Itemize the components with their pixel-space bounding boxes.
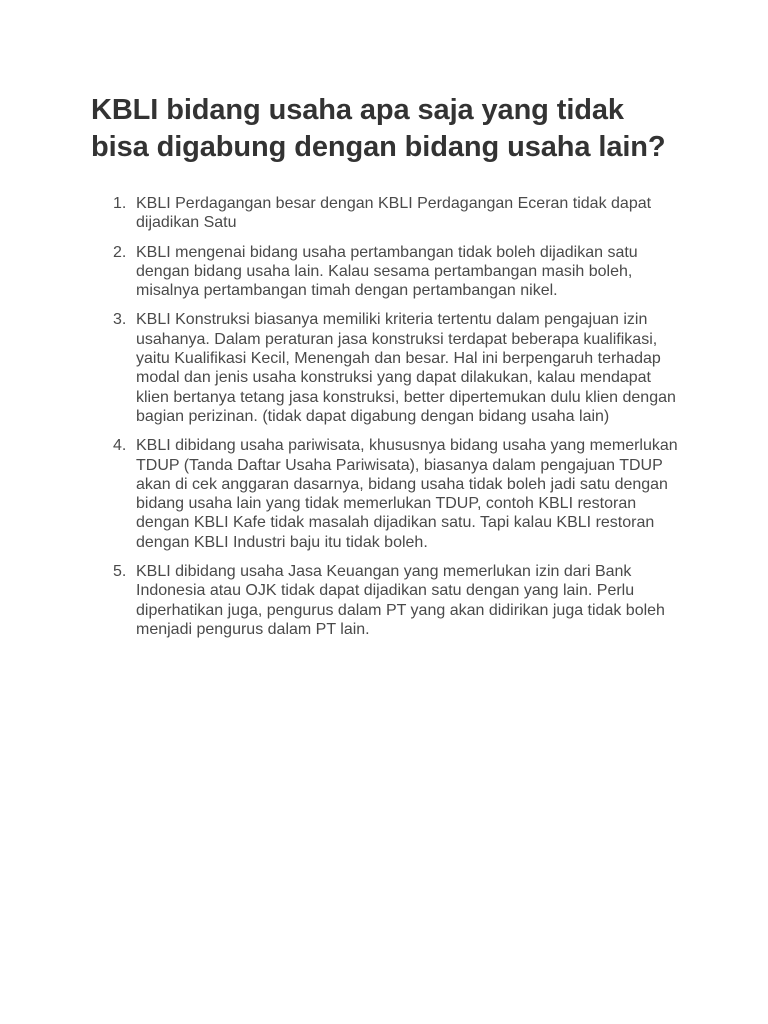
- list-item-text: KBLI dibidang usaha pariwisata, khususnya bidang usaha yang memerlukan TDUP (Tanda Daftar Usaha Pariwisata), biasanya dalam pengajuan TDUP akan di cek anggaran dasarnya, bidang usaha tidak boleh jadi satu dengan bidang usaha lain yang tidak memerlukan TDUP, contoh KBLI restoran dengan KBLI Kafe tidak masalah dijadikan satu. Tapi kalau KBLI restoran dengan KBLI Industri baju itu tidak boleh.: [136, 437, 678, 551]
- list-item-number: 5.: [113, 563, 127, 581]
- list-item-text: KBLI Perdagangan besar dengan KBLI Perdagangan Eceran tidak dapat dijadikan Satu: [136, 195, 652, 232]
- list-item-number: 1.: [113, 195, 127, 212]
- list-item-number: 2.: [113, 243, 127, 261]
- list-item-number: 3.: [113, 311, 127, 329]
- list-item-text: KBLI dibidang usaha Jasa Keuangan yang memerlukan izin dari Bank Indonesia atau OJK tidak dapat dijadikan satu dengan yang lain. Perlu diperhatikan juga, pengurus dalam PT yang akan didirikan juga tidak boleh menjadi pengurus dalam PT lain.: [136, 563, 665, 638]
- list-item: [113, 194, 682, 233]
- list-item-text: KBLI Konstruksi biasanya memiliki kriteria tertentu dalam pengajuan izin usahanya. Dalam peraturan jasa konstruksi terdapat beberapa kualifikasi, yaitu Kualifikasi Kecil, Menengah dan besar. Hal ini berpengaruh terhadap modal dan jenis usaha konstruksi yang dapat dilakukan, kalau mendapat klien bertanya tetang jasa konstruksi, better dipertemukan dulu klien dengan bagian perizinan. (tidak dapat digabung dengan bidang usaha lain): [136, 311, 676, 425]
- list-item: [113, 243, 682, 301]
- list-item: [113, 562, 682, 639]
- list-item-text: KBLI mengenai bidang usaha pertambangan tidak boleh dijadikan satu dengan bidang usaha lain. Kalau sesama pertambangan masih boleh, misalnya pertambangan timah dengan pertambangan nikel.: [136, 243, 638, 300]
- list-item: [113, 436, 682, 552]
- list-item-number: 4.: [113, 437, 127, 455]
- list-item: [113, 310, 682, 426]
- page-title: KBLI bidang usaha apa saja yang tidak bisa digabung dengan bidang usaha lain?: [91, 94, 666, 163]
- kbli-list: [91, 194, 682, 639]
